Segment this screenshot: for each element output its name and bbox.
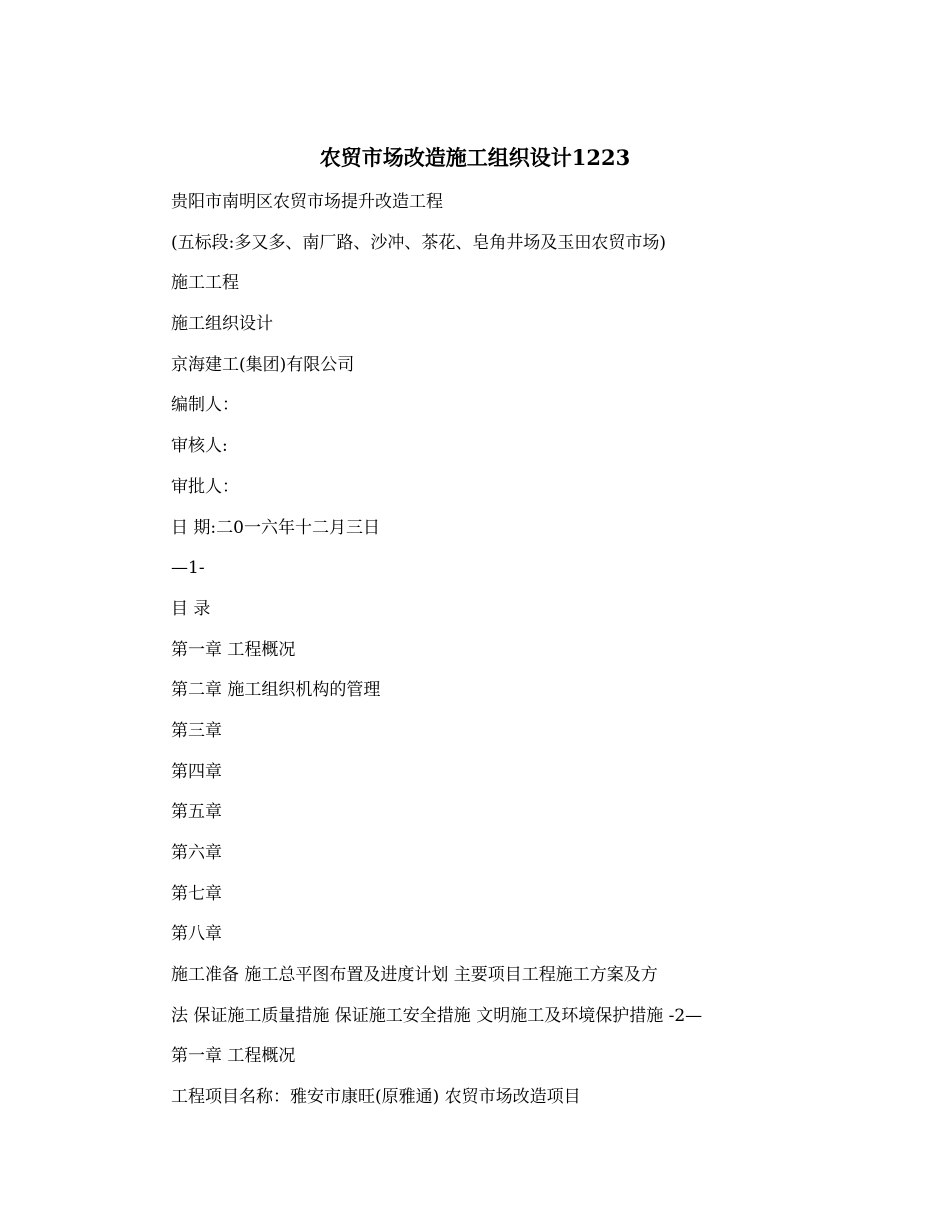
toc-item-chapter-4: 第四章: [171, 761, 222, 782]
toc-item-chapter-7: 第七章: [171, 883, 222, 904]
toc-chapter-titles-line-1: 施工准备 施工总平图布置及进度计划 主要项目工程施工方案及方: [171, 965, 658, 986]
reviewer-line: 审核人:: [171, 436, 228, 457]
construction-project-line: 施工工程: [171, 273, 239, 294]
document-body: [171, 186, 891, 1122]
toc-item-chapter-8: 第八章: [171, 924, 222, 945]
date-line: 日 期:二0一六年十二月三日: [171, 517, 380, 538]
bid-section-line: (五标段:多又多、南厂路、沙冲、茶花、皂角井场及玉田农贸市场): [171, 232, 666, 253]
construction-design-line: 施工组织设计: [171, 314, 273, 335]
approver-line: 审批人：: [171, 476, 239, 497]
compiler-line: 编制人：: [171, 395, 239, 416]
project-name-line: 贵阳市南明区农贸市场提升改造工程: [171, 192, 443, 212]
toc-item-chapter-3: 第三章: [171, 720, 222, 741]
toc-item-chapter-6: 第六章: [171, 843, 222, 863]
toc-heading: 目 录: [171, 598, 211, 619]
document-title: 农贸市场改造施工组织设计1223: [319, 145, 631, 170]
project-item-name-line: 工程项目名称：雅安市康旺(原雅通) 农贸市场改造项目: [171, 1087, 581, 1108]
company-line: 京海建工(集团)有限公司: [171, 354, 355, 375]
toc-item-chapter-2: 第二章 施工组织机构的管理: [171, 680, 381, 701]
toc-item-chapter-1: 第一章 工程概况: [171, 639, 296, 660]
toc-chapter-titles-line-2: 法 保证施工质量措施 保证施工安全措施 文明施工及环境保护措施 -2—: [171, 1005, 703, 1026]
chapter-1-heading: 第一章 工程概况: [171, 1046, 296, 1067]
page-number-1: —1-: [171, 558, 205, 579]
toc-item-chapter-5: 第五章: [171, 802, 222, 823]
